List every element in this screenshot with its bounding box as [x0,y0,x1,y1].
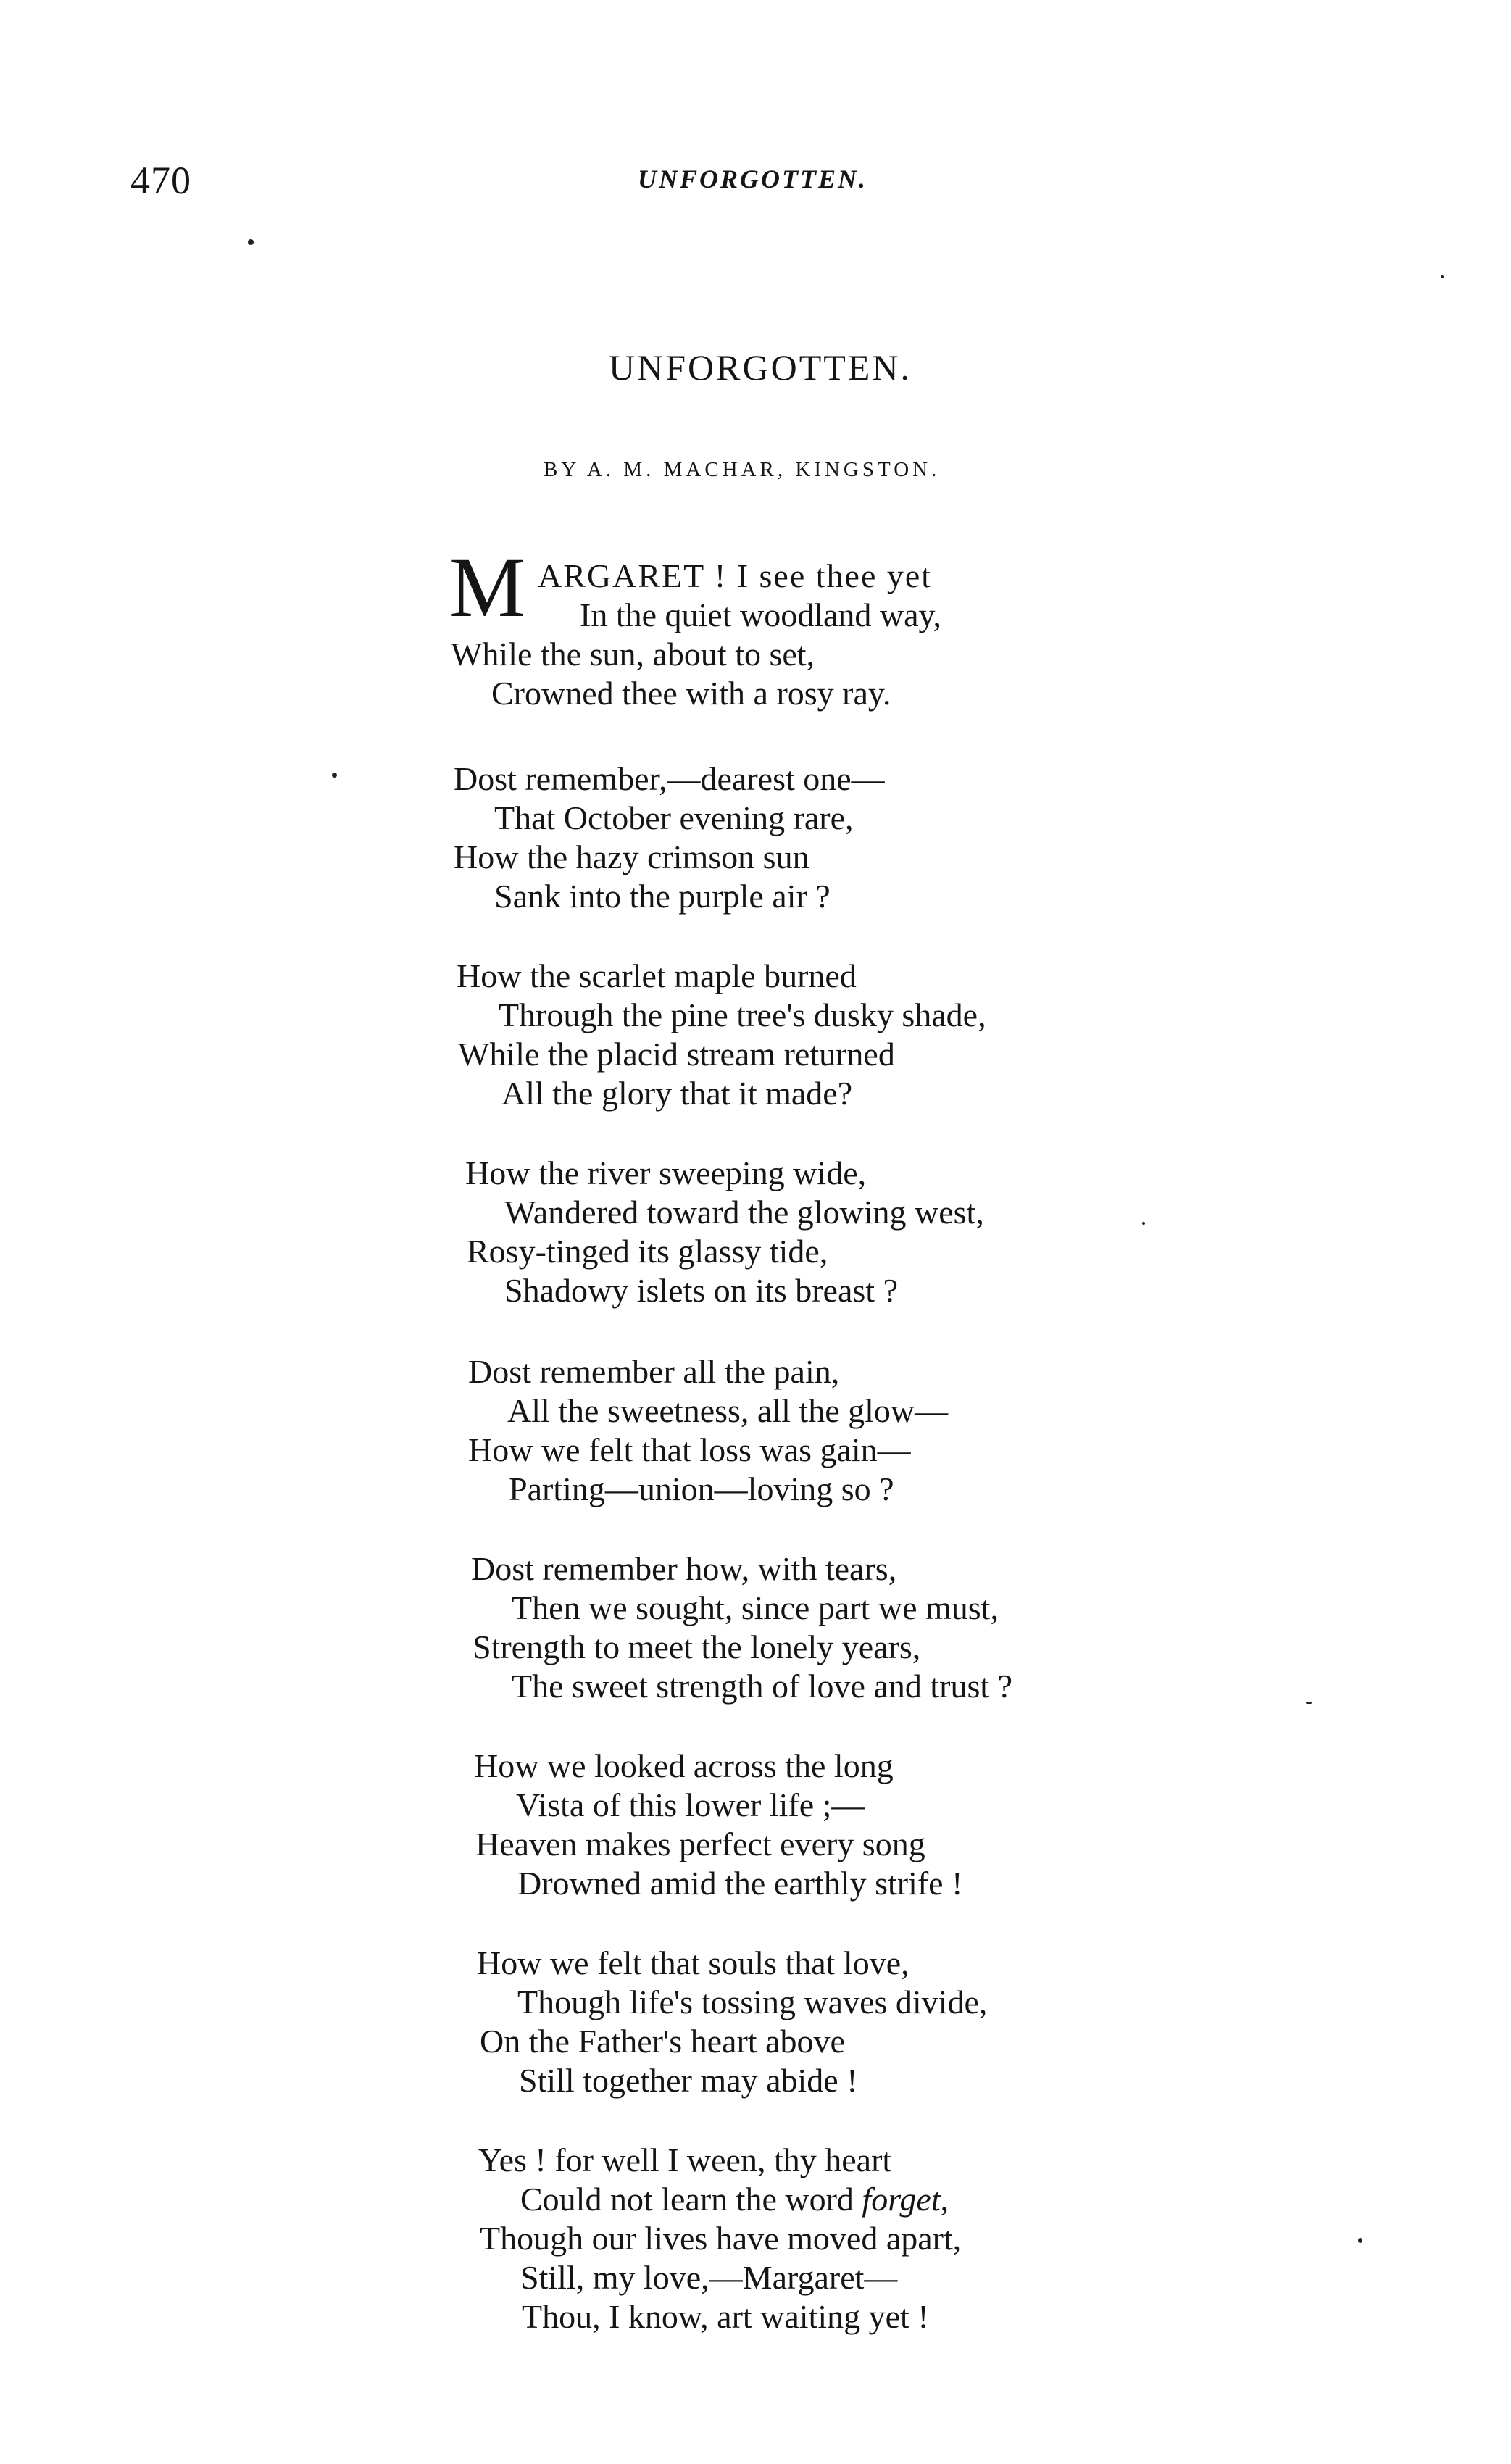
poem-line: Dost remember how, with tears, [471,1550,897,1587]
poem-line: Sank into the purple air ? [494,878,831,915]
poem-line: Heaven makes perfect every song [475,1826,925,1862]
poem-line: Though life's tossing waves divide, [517,1984,988,2020]
poem-line: Wandered toward the glowing west, [504,1194,984,1231]
poem-line: Then we sought, since part we must, [512,1589,999,1626]
poem-line: Crowned thee with a rosy ray. [491,675,891,712]
poem-line: Though our lives have moved apart, [480,2220,962,2257]
poem-title: UNFORGOTTEN. [609,347,912,388]
drop-cap: M [449,540,525,635]
ink-speck [1358,2238,1362,2243]
poem-line: How the hazy crimson sun [454,838,809,875]
ink-speck [332,773,337,778]
poem-line: While the placid stream returned [458,1036,895,1073]
poem-line: In the quiet woodland way, [580,596,942,633]
poem-line: Rosy-tinged its glassy tide, [467,1233,828,1270]
poem-line: Still, my love,—Margaret— [520,2259,898,2296]
poem-line: The sweet strength of love and trust ? [512,1668,1013,1705]
poem-line: All the sweetness, all the glow— [507,1392,949,1429]
poem-line: How we looked across the long [474,1747,894,1784]
ink-speck [1306,1702,1312,1704]
poem-line: How the river sweeping wide, [465,1154,867,1191]
poem-line: Shadowy islets on its breast ? [504,1272,898,1309]
poem-line: How we felt that souls that love, [477,1944,909,1981]
poem-byline: BY A. M. MACHAR, KINGSTON. [544,458,941,481]
ink-speck [1142,1222,1145,1225]
poem-line: Through the pine tree's dusky shade, [499,996,986,1033]
poem-line: That October evening rare, [494,799,854,836]
poem-line: Parting—union—loving so ? [509,1470,894,1507]
page-number: 470 [130,159,191,202]
poem-line: Drowned amid the earthly strife ! [517,1865,963,1902]
poem-line: Dost remember,—dearest one— [454,760,885,797]
poem-line: Strength to meet the lonely years, [473,1628,921,1665]
poem-line: Yes ! for well I ween, thy heart [478,2142,892,2178]
poem-line: All the glory that it made? [501,1075,853,1112]
poem-line: Still together may abide ! [519,2062,858,2099]
poem-line: Vista of this lower life ;— [516,1786,865,1823]
poem-line: Could not learn the word forget, [520,2181,949,2218]
poem-line: Dost remember all the pain, [468,1353,840,1390]
poem-line: How we felt that loss was gain— [468,1431,911,1468]
poem-line: While the sun, about to set, [451,636,815,673]
poem-line: How the scarlet maple burned [457,957,857,994]
running-head: UNFORGOTTEN. [638,165,868,193]
poem-line: ARGARET ! I see thee yet [538,557,933,594]
ink-speck [248,239,254,245]
poem-line: Thou, I know, art waiting yet ! [522,2298,929,2335]
ink-speck [1441,275,1444,278]
poem-line: On the Father's heart above [480,2023,845,2060]
